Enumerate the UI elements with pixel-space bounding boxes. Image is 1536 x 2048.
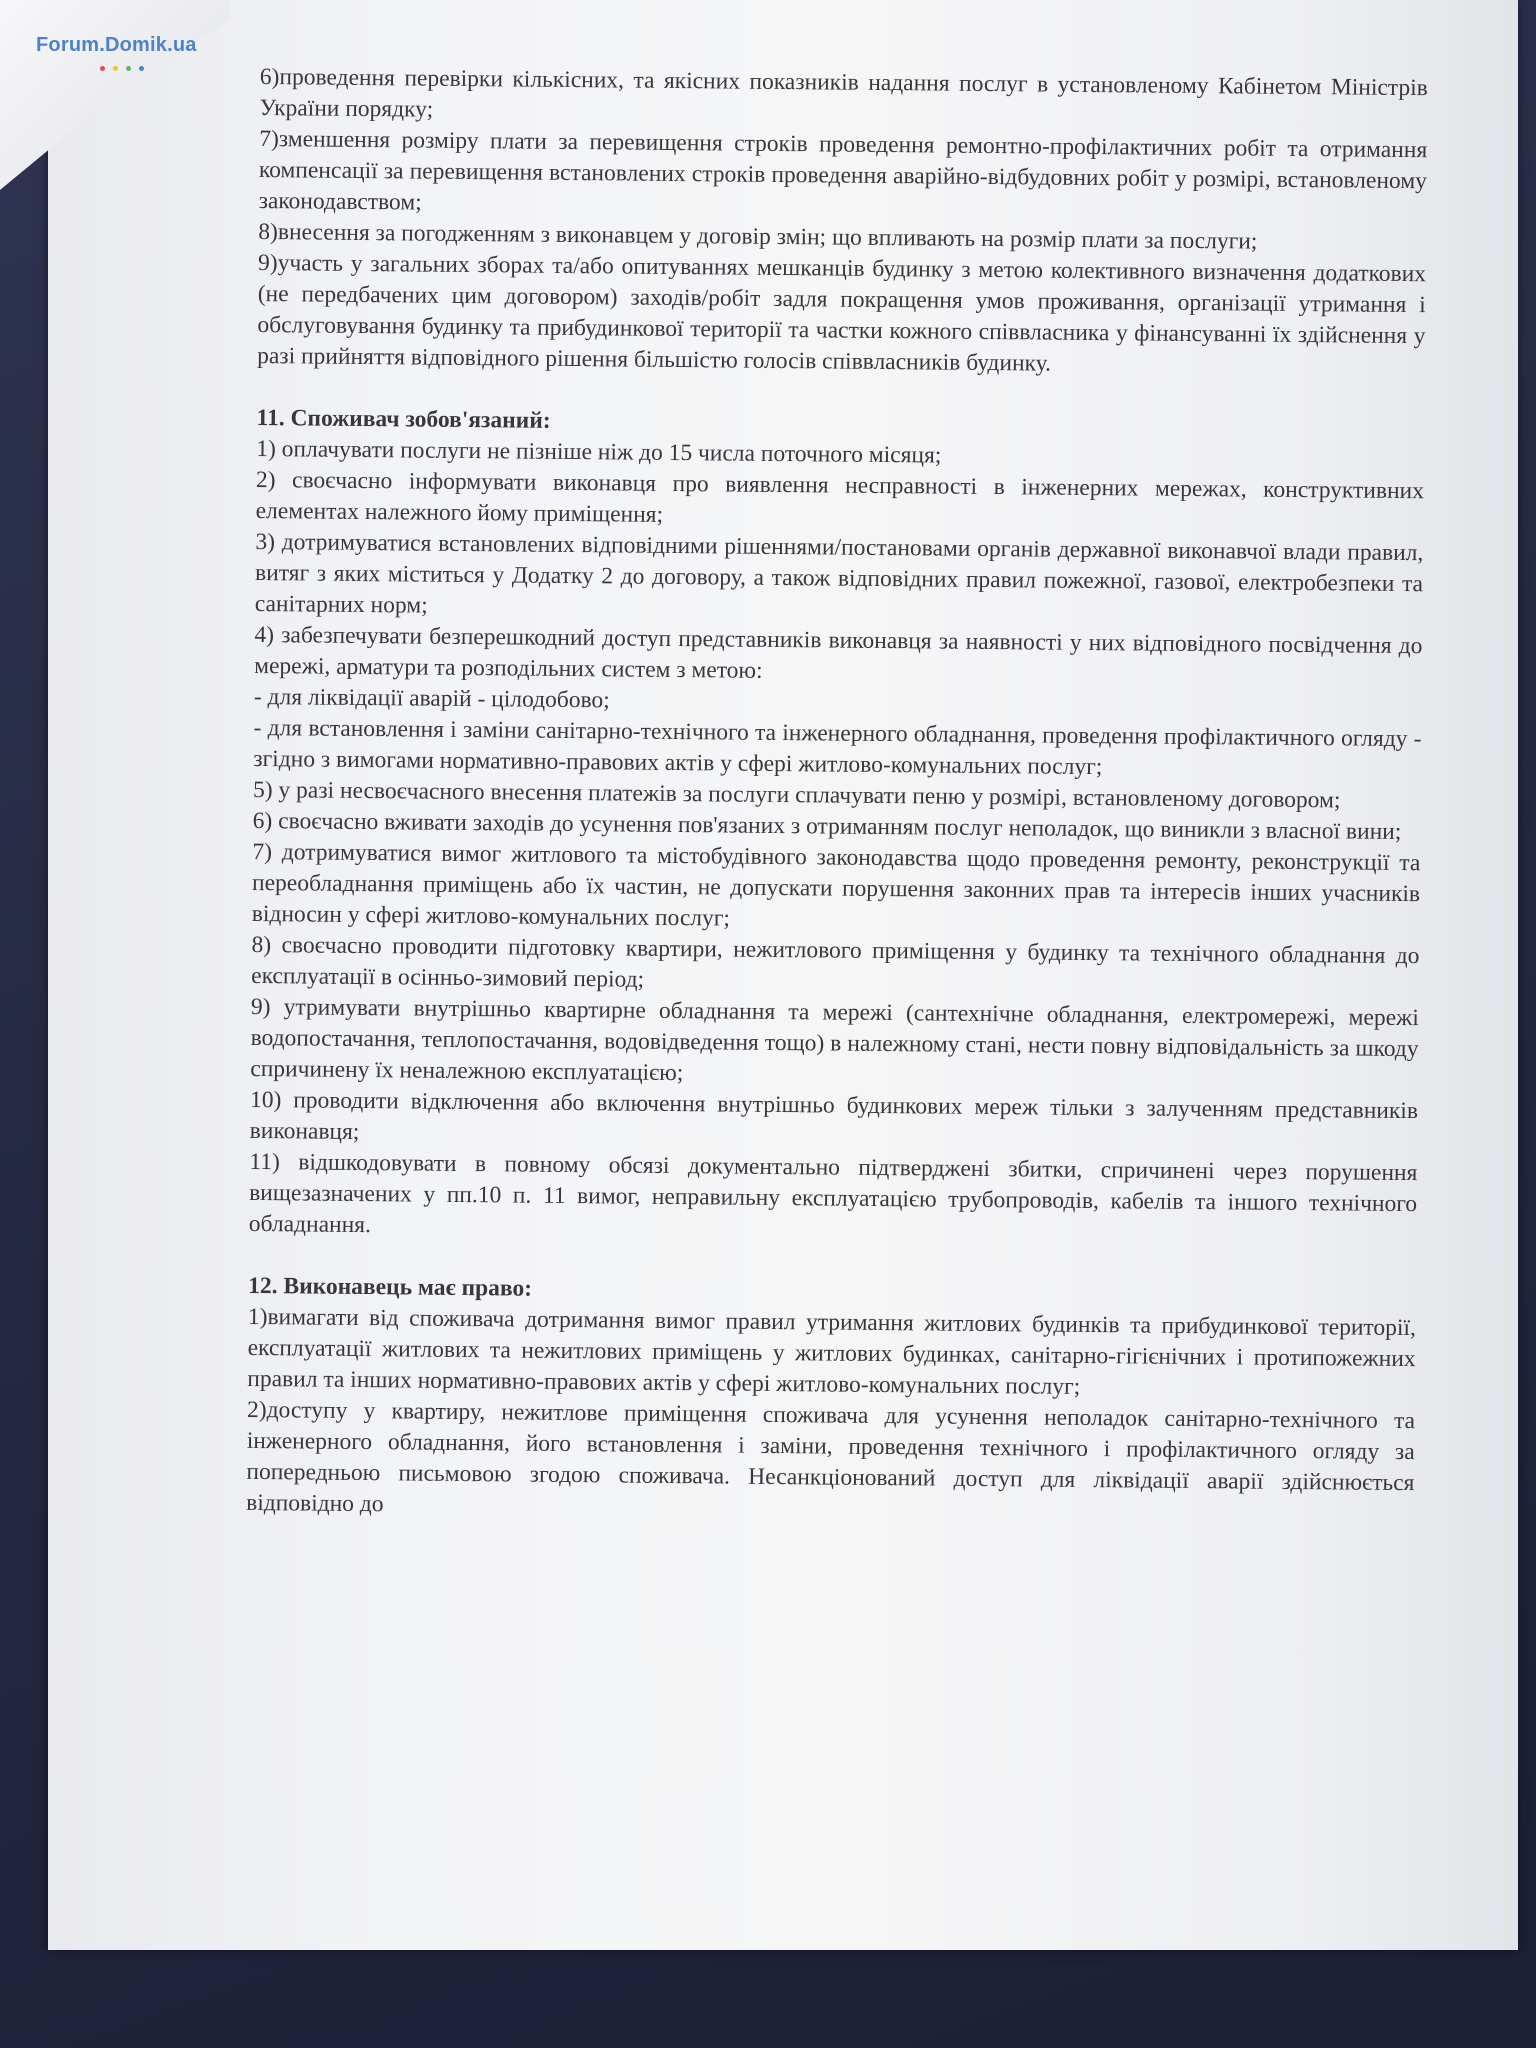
s10-item-7: 7)зменшення розміру плати за перевищення строків проведення ремонтно-профілактичних робіт та отримання компенсації за перевищення встановлених строків проведення аварійно-відбудовних робіт у розмірі, встановленому законодавством; [258, 125, 1428, 216]
s11-item-10: 10) проводити відключення або включення внутрішньо будинкових мереж тільки з залученням представників виконавця; [249, 1086, 1419, 1146]
watermark-dot [126, 66, 131, 71]
s12-item-1: 1)вимагати від споживача дотримання вимог правил утримання житлових будинків та прибудинкової території, експлуатації житлових та нежитлових приміщень у житлових будинках, санітарно-гігієнічних і протипожежних правил та інших нормативно-правових актів у сфері житлово-комунальних послуг; [247, 1303, 1417, 1400]
s11-item-4: 4) забезпечувати безперешкодний доступ представників виконавця за наявності у них відповідного посвідчення до мережі, арматури та розподільних систем з метою: [254, 621, 1423, 684]
s11-item-8: 8) своєчасно проводити підготовку квартири, нежитлового приміщення у будинку та технічного обладнання до експлуатації в осінньо-зимовий період; [251, 931, 1420, 993]
s11-item-11: 11) відшкодовувати в повному обсязі документально підтверджені збитки, спричинені через порушення вищезазначених у пп.10 п. 11 вимог, неправильну експлуатацією трубопроводів, кабелів та іншого технічного обладнання. [248, 1148, 1418, 1239]
s10-item-8: 8)внесення за погодженням з виконавцем у договір змін; що впливають на розмір плати за послуги; [258, 218, 1258, 255]
section-11-heading: 11. Споживач зобов'язаний: [256, 404, 551, 434]
s11-item-4a: - для ліквідації аварій - цілодобово; [253, 683, 610, 714]
document-text [246, 62, 1428, 1530]
s10-item-9: 9)участь у загальних зборах та/або опитуваннях мешканців будинку з метою колективного визначення додаткових (не передбачених цим договором) заходів/робіт задля покращення умов проживання, організації утримання і обслуговування будинку та прибудинкової території та частки кожного співвласника у фінансуванні їх здійснення у разі прийняття відповідного рішення більшістю голосів співвласників будинку. [257, 249, 1427, 377]
s11-item-5: 5) у разі несвоєчасного внесення платежів за послуги сплачувати пеню у розмірі, встановленому договором; [252, 776, 1341, 814]
watermark-dot [113, 66, 118, 71]
section-12-heading: 12. Виконавець має право: [248, 1272, 533, 1302]
s11-item-1: 1) оплачувати послуги не пізніше ніж до 15 числа поточного місяця; [256, 435, 942, 469]
s11-item-4b: - для встановлення і заміни санітарно-технічного та інженерного обладнання, проведення профілактичного огляду - згідно з вимогами нормативно-правових актів у сфері житлово-комунальних послуг; [253, 714, 1422, 781]
forum-watermark: Forum.Domik.ua [36, 34, 197, 56]
s11-item-7: 7) дотримуватися вимог житлового та містобудівного законодавства щодо проведення ремонту, реконструкції та переобладнання приміщень або їх частин, не допускати порушення законних прав та інтересів інших учасників відносин у сфері житлово-комунальних послуг; [251, 838, 1421, 932]
s11-item-9: 9) утримувати внутрішньо квартирне обладнання та мережі (сантехнічне обладнання, електромережі, мережі водопостачання, теплопостачання, водовідведення тощо) в належному стані, нести повну відповідальність за шкоду спричинену їх неналежною експлуатацією; [250, 993, 1419, 1087]
watermark-dot [100, 66, 105, 71]
s12-item-2: 2)доступу у квартиру, нежитлове приміщення споживача для усунення неполадок санітарно-технічного та інженерного обладнання, його встановлення і заміни, проведення технічного і профілактичного огляду за попередньою письмовою згодою споживача. Несанкціонований доступ для ліквідації аварії здійснюється відповідно до [246, 1396, 1416, 1518]
s11-item-6: 6) своєчасно вживати заходів до усунення пов'язаних з отриманням послуг неполадок, що виникли з власної вини; [252, 807, 1402, 845]
s10-item-6: 6)проведення перевірки кількісних, та якісних показників надання послуг в установленому Кабінетом Міністрів України порядку; [259, 63, 1428, 123]
document-page [48, 0, 1518, 1950]
s11-item-3: 3) дотримуватися встановлених відповідними рішеннями/постановами органів державної виконавчої влади правил, витяг з яких міститься у Додатку 2 до договору, а також відповідних правил пожежної, газової, електробезпеки та санітарних норм; [254, 528, 1424, 619]
watermark-dots [100, 58, 152, 76]
s11-item-2: 2) своєчасно інформувати виконавця про виявлення несправності в інженерних мережах, конструктивних елементах належного йому приміщення; [255, 466, 1425, 528]
watermark-dot [139, 66, 144, 71]
